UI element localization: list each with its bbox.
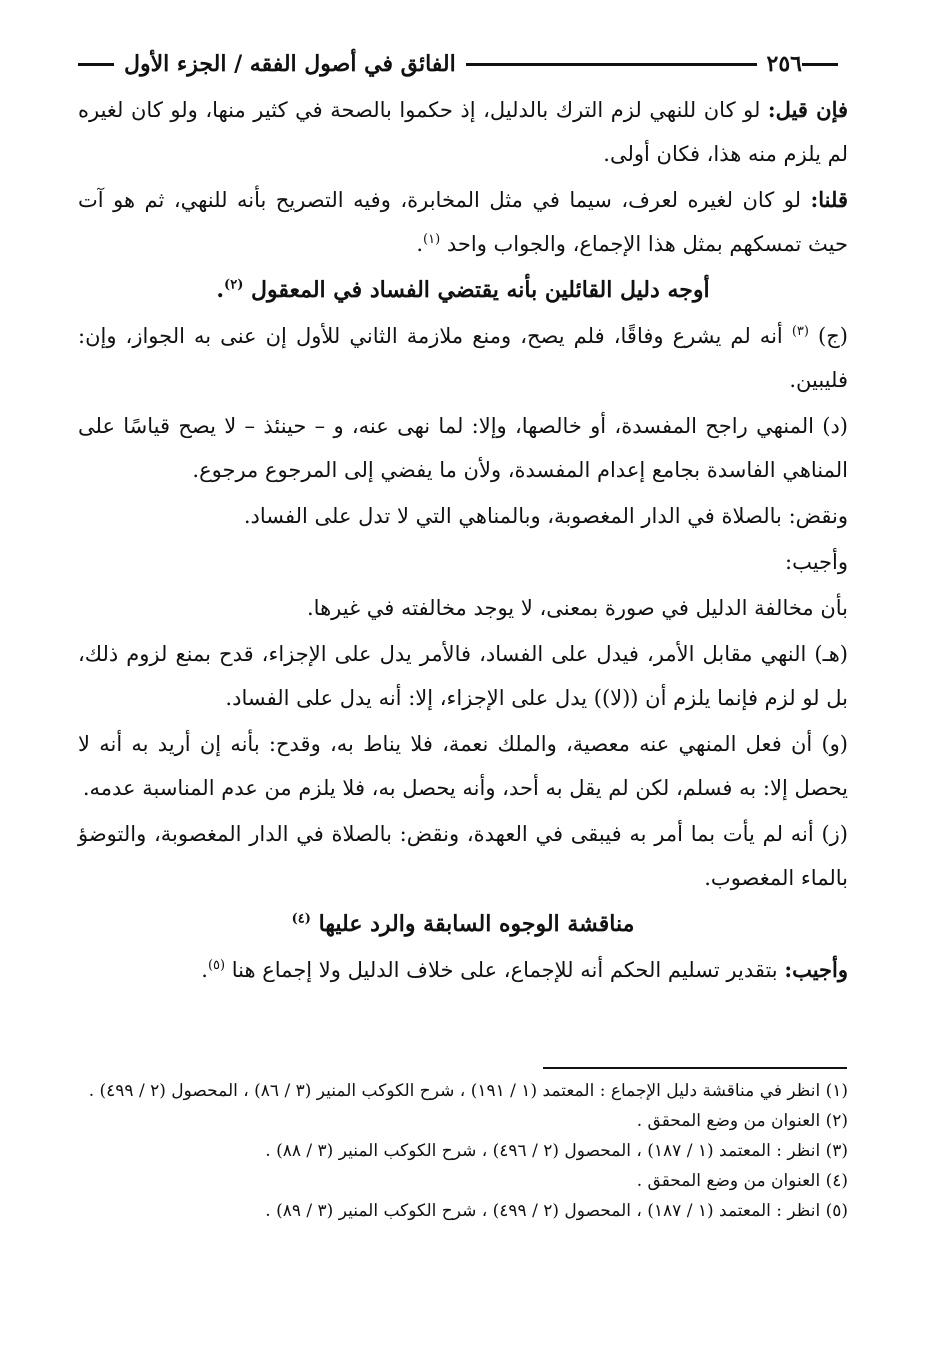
section-heading <box>78 902 848 946</box>
page-number: ٢٥٦ <box>766 51 802 77</box>
footnote-item: (٣) انظر : المعتمد (١ / ١٨٧) ، المحصول (٢ / ٤٩٦) ، شرح الكوكب المنير (٣ / ٨٨) . <box>265 1141 848 1161</box>
footnote-marker: (٣) <box>791 324 809 339</box>
footnote-item: (٤) العنوان من وضع المحقق . <box>636 1171 848 1191</box>
running-title: الفائق في أصول الفقه / الجزء الأول <box>124 51 456 77</box>
paragraph-zay: (ز) أنه لم يأت بما أمر به فيبقى في العهدة، ونقض: بالصلاة في الدار المغصوبة، والتوضؤ بالماء المغصوب. <box>78 822 848 890</box>
main-text <box>78 88 848 994</box>
header-rule-start <box>802 63 838 66</box>
paragraph-end: . <box>416 232 424 256</box>
footnote-separator <box>543 1067 847 1069</box>
paragraph-label: (ج) <box>818 324 848 348</box>
paragraph-reply <box>78 178 848 266</box>
heading-text: مناقشة الوجوه السابقة والرد عليها <box>318 911 635 937</box>
paragraph-text: لو كان للنهي لزم الترك بالدليل، إذ حكموا بالصحة في كثير منها، ولو كان لغيره لم يلزم منه هذا، فكان أولى. <box>78 98 848 166</box>
header-rule <box>466 63 757 66</box>
paragraph-dal: (د) المنهي راجح المفسدة، أو خالصها، وإلا: لما نهى عنه، و – حينئذ – لا يصح قياسًا على المناهي الفاسدة بجامع إعدام المفسدة، ولأن ما يفضي إلى المرجوع مرجوع. <box>78 414 848 482</box>
header-rule-end <box>78 63 114 66</box>
paragraph-text: بتقدير تسليم الحكم أنه للإجماع، على خلاف الدليل ولا إجماع هنا <box>231 958 785 982</box>
footnote-item: (٢) العنوان من وضع المحقق . <box>636 1111 848 1131</box>
footnotes <box>78 1076 848 1226</box>
paragraph-objection <box>78 88 848 176</box>
footnote-marker: (٢) <box>224 277 244 293</box>
paragraph-final-reply <box>78 948 848 992</box>
footnote-item: (١) انظر في مناقشة دليل الإجماع : المعتمد (١ / ١٩١) ، شرح الكوكب المنير (٣ / ٨٦) ، المحصول (٢ / ٤٩٩) . <box>88 1081 848 1101</box>
paragraph-lead: وأجيب: <box>784 957 848 982</box>
paragraph-end: . <box>201 958 208 982</box>
heading-end: . <box>216 277 225 303</box>
paragraph-ujib: وأجيب: <box>785 550 848 574</box>
paragraph-text: أنه لم يشرع وفاقًا، فلم يصح، ومنع ملازمة الثاني للأول إن عنى به الجواز، وإن: فليبين. <box>78 324 848 392</box>
paragraph-lead: قلنا: <box>810 187 848 212</box>
paragraph-waw: (و) أن فعل المنهي عنه معصية، والملك نعمة، فلا يناط به، وقدح: بأنه إن أريد به أنه لا يحصل إلا: به فسلم، لكن لم يقل به أحد، وأنه يحصل به، فلا يلزم من عدم المناسبة عدمه. <box>78 732 848 800</box>
heading-text: أوجه دليل القائلين بأنه يقتضي الفساد في المعقول <box>251 277 710 303</box>
paragraph-lead: فإن قيل: <box>767 97 848 122</box>
paragraph-text: لو كان لغيره لعرف، سيما في مثل المخابرة، وفيه التصريح بأنه للنهي، ثم هو آت حيث تمسكهم بمثل هذا الإجماع، والجواب واحد <box>78 188 848 256</box>
footnote-marker: (٥) <box>207 958 226 973</box>
paragraph-answer: بأن مخالفة الدليل في صورة بمعنى، لا يوجد مخالفته في غيرها. <box>307 596 848 620</box>
footnote-marker: (١) <box>423 232 441 247</box>
footnote-item: (٥) انظر : المعتمد (١ / ١٨٧) ، المحصول (٢ / ٤٩٩) ، شرح الكوكب المنير (٣ / ٨٩) . <box>265 1201 848 1221</box>
footnote-marker: (٤) <box>291 911 311 927</box>
running-header <box>78 44 848 84</box>
paragraph-ha: (هـ) النهي مقابل الأمر، فيدل على الفساد، فالأمر يدل على الإجزاء، قدح بمنع لزوم ذلك، بل لو لزم فإنما يلزم أن ((لا)) يدل على الإجزاء، إلا: أنه يدل على الفساد. <box>78 642 848 710</box>
paragraph-naqd: ونقض: بالصلاة في الدار المغصوبة، وبالمناهي التي لا تدل على الفساد. <box>243 504 848 528</box>
paragraph-jim <box>78 314 848 402</box>
section-heading <box>78 268 848 312</box>
